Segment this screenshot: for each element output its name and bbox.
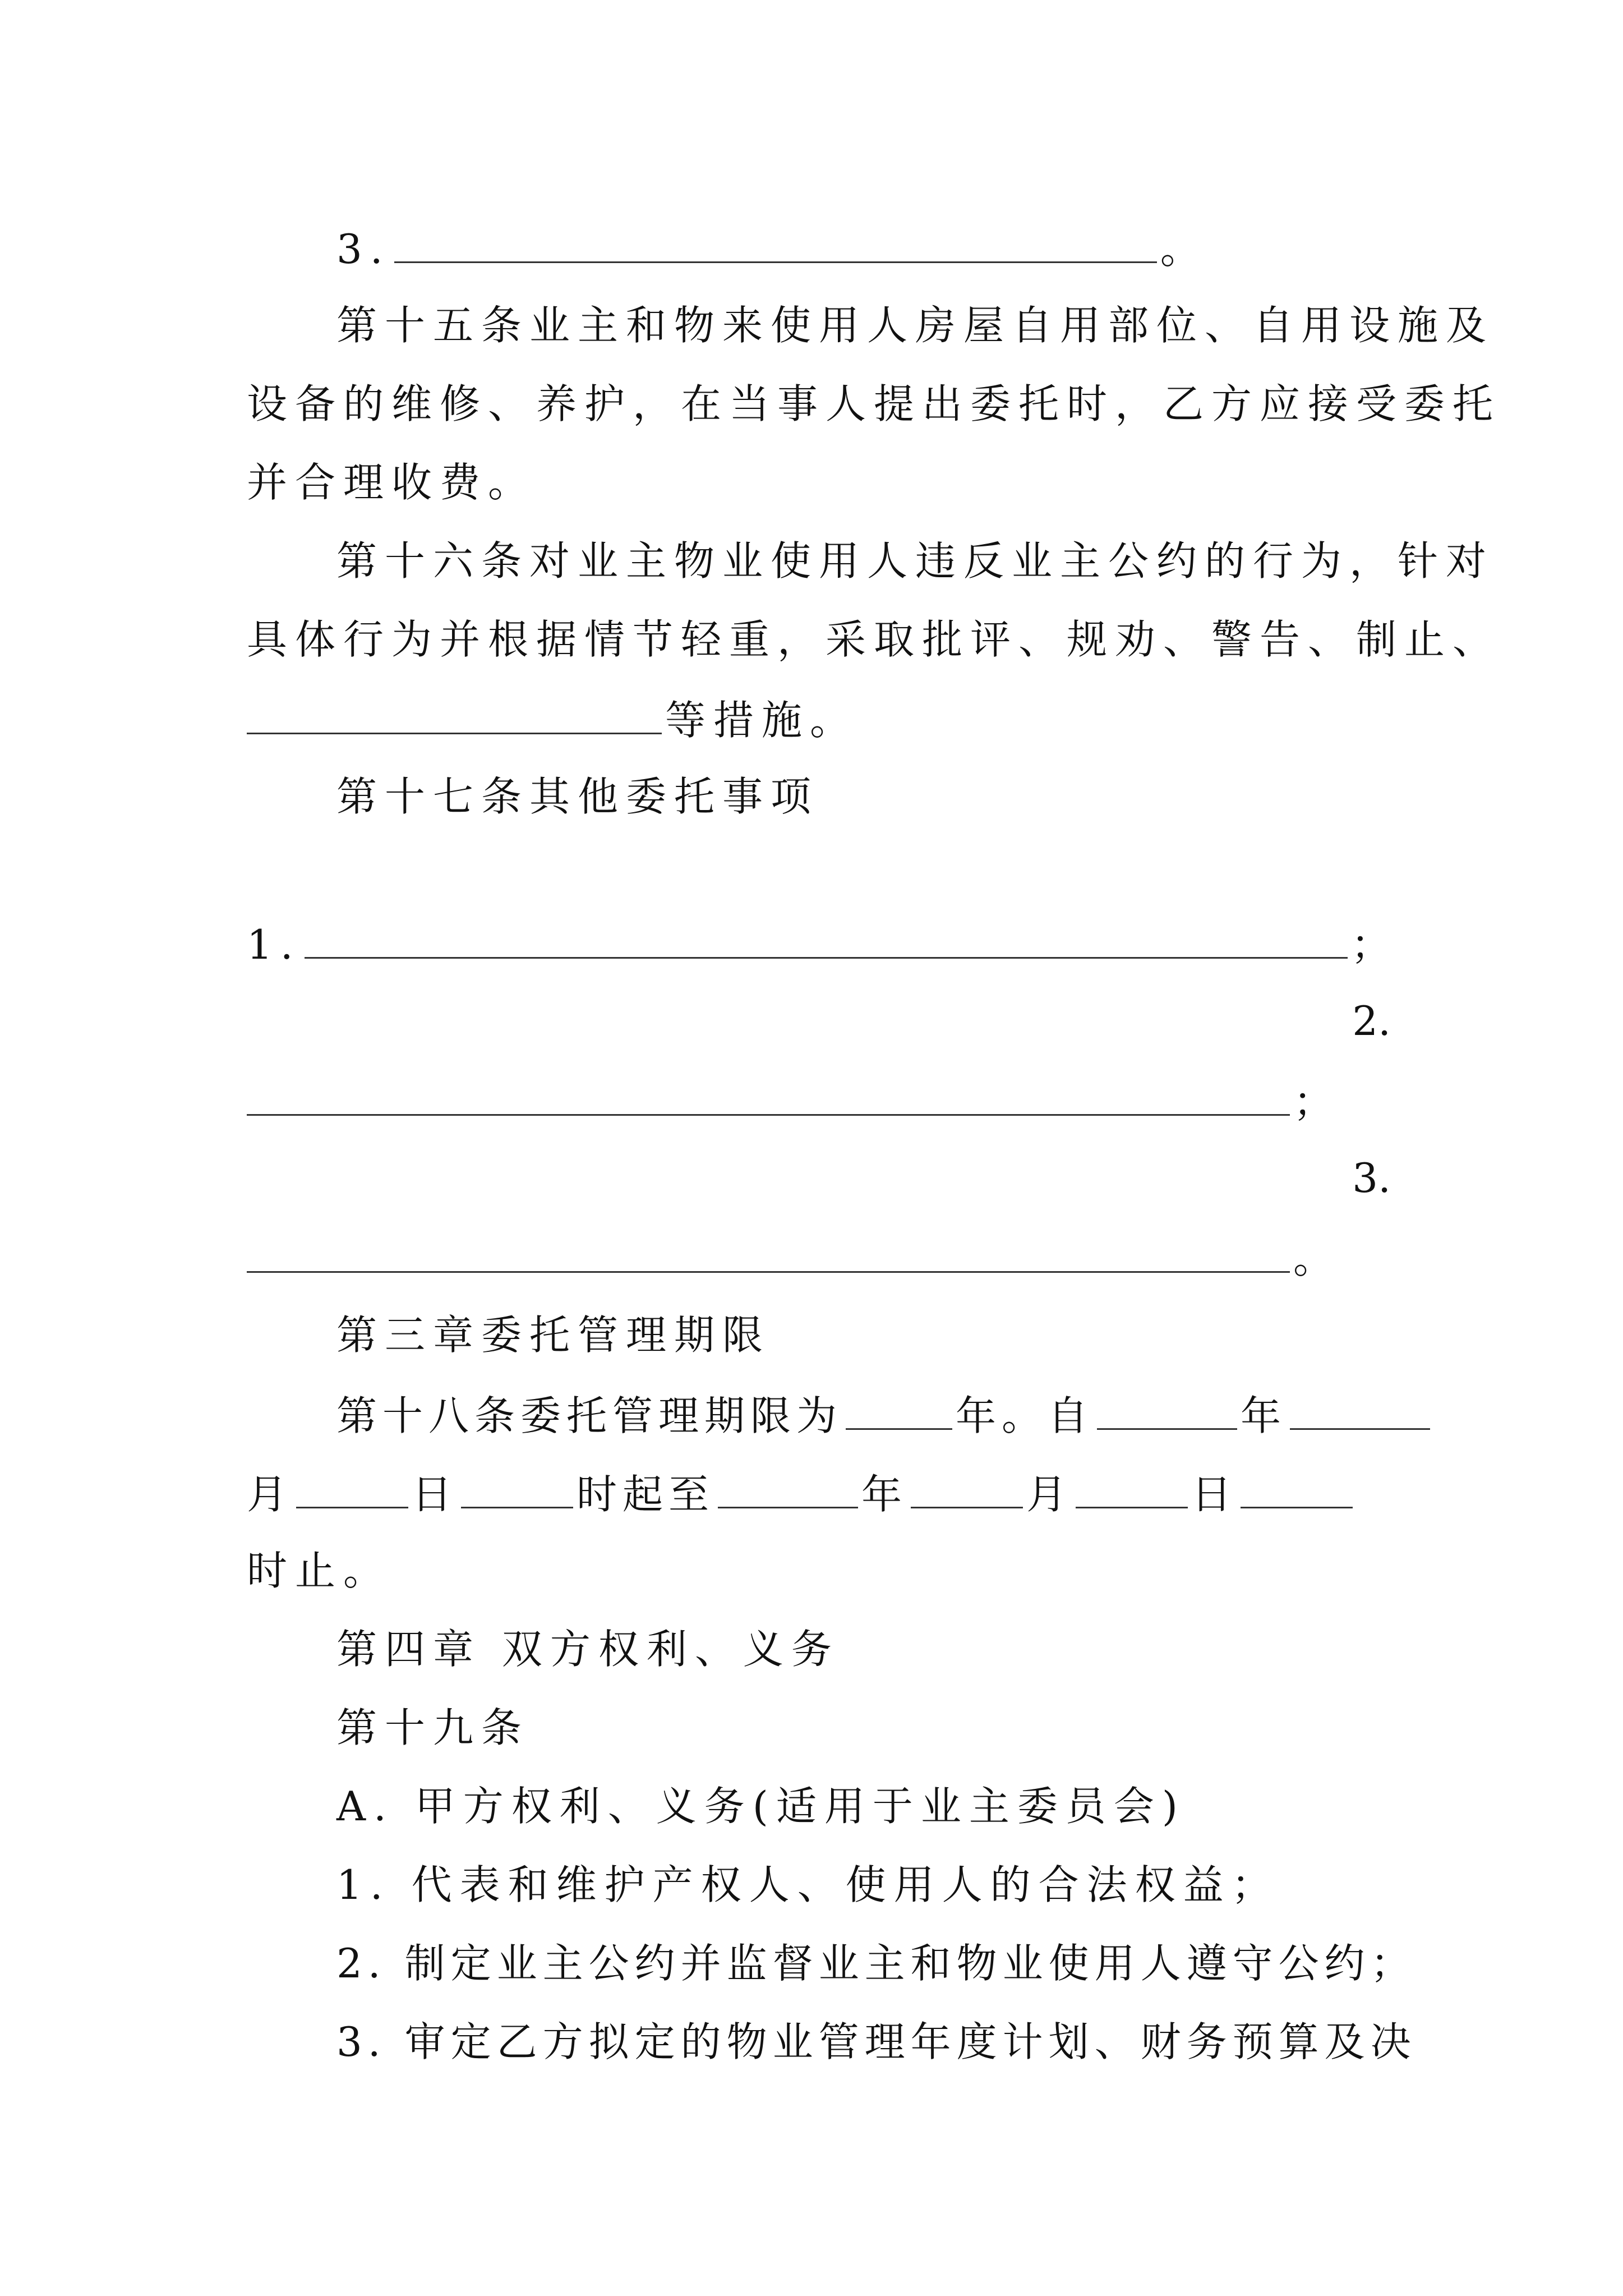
item-1-line	[247, 909, 1399, 976]
list-item-3: 3. 审定乙方拟定的物业管理年度计划、财务预算及决	[336, 2018, 1417, 2065]
article-17-heading: 第十七条其他委托事项	[336, 773, 819, 820]
blank-underline	[846, 1380, 952, 1430]
item-3-line	[336, 213, 1391, 280]
line-end-punct: ；	[1350, 921, 1399, 968]
list-item-2: 2. 制定业主公约并监督业主和物业使用人遵守公约；	[336, 1940, 1417, 1987]
blank-underline	[911, 1458, 1023, 1508]
blank-underline	[718, 1458, 858, 1508]
item-2-number: 2.	[1352, 997, 1391, 1045]
item-3-number: 3.	[1352, 1154, 1391, 1202]
blank-underline	[394, 213, 1157, 263]
list-item-1: 1. 代表和维护产权人、使用人的合法权益；	[336, 1861, 1280, 1908]
blank-underline	[296, 1458, 408, 1508]
line-text: 第十八条委托管理期限为	[336, 1392, 843, 1439]
line-text: 等措施。	[665, 697, 859, 744]
blank-underline	[247, 1223, 1290, 1273]
article-18-line-3: 时止。	[247, 1547, 392, 1594]
article-18-line-2	[247, 1458, 1391, 1526]
line-text: 日	[412, 1471, 458, 1518]
line-text: 年。自	[956, 1392, 1094, 1439]
line-end-punct: 。	[1160, 226, 1209, 273]
blank-underline	[1076, 1458, 1188, 1508]
blank-underline	[1290, 1380, 1430, 1430]
chapter-3-heading: 第三章委托管理期限	[336, 1312, 771, 1359]
article-19-heading: 第十九条	[336, 1704, 530, 1751]
chapter-4-heading: 第四章 双方权利、义务	[336, 1626, 840, 1673]
article-18-line-1	[336, 1380, 1391, 1447]
line-text: 时起至	[577, 1471, 715, 1518]
blank-underline	[1241, 1458, 1353, 1508]
blank-underline	[1097, 1380, 1237, 1430]
article-15-line-3: 并合理收费。	[247, 459, 537, 506]
item-number: 1.	[247, 921, 301, 968]
line-text: 日	[1191, 1471, 1238, 1518]
line-text: 月	[247, 1471, 293, 1518]
item-2-line	[247, 1066, 1391, 1133]
line-text: 月	[1026, 1471, 1073, 1518]
article-16-line-2: 具体行为并根据情节轻重，采取批评、规劝、警告、制止、	[247, 616, 1501, 663]
blank-underline	[247, 684, 662, 734]
item-number: 3.	[336, 226, 391, 273]
blank-underline	[305, 909, 1348, 959]
section-a-heading: A. 甲方权利、义务(适用于业主委员会)	[336, 1783, 1186, 1830]
article-16-line-3	[247, 684, 1391, 752]
blank-underline	[247, 1066, 1290, 1116]
article-15-line-2: 设备的维修、养护，在当事人提出委托时，乙方应接受委托	[247, 380, 1501, 427]
line-end-punct: ；	[1293, 1078, 1342, 1125]
article-16-line-1: 第十六条对业主物业使用人违反业主公约的行为，针对	[336, 537, 1495, 585]
line-end-punct: 。	[1293, 1235, 1342, 1282]
item-3b-line	[247, 1223, 1391, 1290]
blank-underline	[461, 1458, 573, 1508]
line-text: 年	[861, 1471, 908, 1518]
article-15-line-1: 第十五条业主和物来使用人房屋自用部位、自用设施及	[336, 302, 1495, 349]
line-text: 年	[1241, 1392, 1287, 1439]
